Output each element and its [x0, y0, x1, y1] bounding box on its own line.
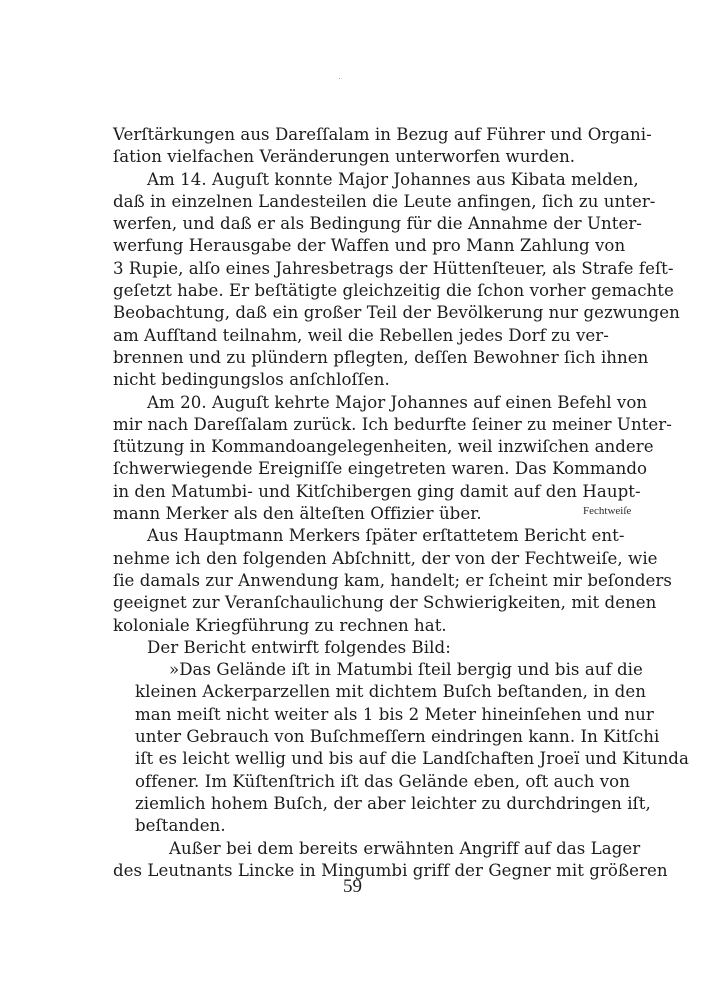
text-line: in den Matumbi- und Kitſchibergen ging damit auf den Haupt- [113, 481, 641, 501]
text-line: ſation vielfachen Veränderungen unterworfen wurden. [113, 147, 576, 167]
text-line: »Das Gelände iſt in Matumbi ſteil bergig und bis auf die [169, 660, 643, 680]
text-line: Beobachtung, daß ein großer Teil der Bevölkerung nur gezwungen [113, 303, 680, 323]
text-line: geeignet zur Veranſchaulichung der Schwierigkeiten, mit denen [113, 593, 657, 613]
text-line: nicht bedingungslos anſchloſſen. [113, 370, 390, 390]
text-line: iſt es leicht wellig und bis auf die Landſchaften Jroeï und Kitunda [135, 749, 689, 769]
text-line: werfen, und daß er als Bedingung für die Annahme der Unter- [113, 214, 642, 234]
text-line: Der Bericht entwirft folgendes Bild: [147, 637, 451, 657]
text-line: Verſtärkungen aus Dareſſalam in Bezug auf Führer und Organi- [113, 125, 652, 144]
text-line: brennen und zu plündern pflegten, deſſen Bewohner ſich ihnen [113, 347, 649, 367]
text-line: beſtanden. [135, 816, 226, 836]
text-line: werfung Herausgabe der Waffen und pro Mann Zahlung von [113, 236, 626, 256]
text-line: Außer bei dem bereits erwähnten Angriff auf das Lager [169, 838, 641, 858]
text-line: mann Merker als den älteſten Offizier über. [113, 504, 482, 524]
text-line: nehme ich den folgenden Abſchnitt, der von der Fechtweiſe, wie [113, 548, 658, 568]
text-line: Am 14. Auguſt konnte Major Johannes aus Kibata melden, [147, 169, 639, 189]
text-line: 3 Rupie, alſo eines Jahresbetrags der Hüttenſteuer, als Strafe feſt- [113, 258, 674, 278]
text-line: Aus Hauptmann Merkers ſpäter erſtattetem Bericht ent- [147, 526, 625, 546]
text-line: ſtützung in Kommandoangelegenheiten, weil inzwiſchen andere [113, 437, 654, 457]
text-line: am Aufſtand teilnahm, weil die Rebellen jedes Dorf zu ver- [113, 325, 609, 345]
text-line: Am 20. Auguſt kehrte Major Johannes auf einen Befehl von [147, 392, 648, 412]
text-line: ziemlich hohem Buſch, der aber leichter zu durchdringen iſt, [135, 793, 651, 813]
text-line: daß in einzelnen Landesteilen die Leute anfingen, ſich zu unter- [113, 191, 656, 211]
text-line: des Leutnants Lincke in Mingumbi griff der Gegner mit größeren [113, 860, 668, 880]
text-line: koloniale Kriegführung zu rechnen hat. [113, 615, 447, 635]
text-line: man meiſt nicht weiter als 1 bis 2 Meter hineinſehen und nur [135, 704, 654, 724]
text-line: offener. Im Küſtenſtrich iſt das Gelände eben, oft auch von [135, 771, 630, 791]
text-line: geſetzt habe. Er beſtätigte gleichzeitig die ſchon vorher gemachte [113, 281, 674, 301]
margin-note: Fechtweiſe [583, 505, 632, 517]
text-line: ſie damals zur Anwendung kam, handelt; er ſcheint mir beſonders [113, 570, 672, 590]
body-text [113, 124, 689, 882]
text-line: unter Gebrauch von Buſchmeſſern eindringen kann. In Kitſchi [135, 727, 660, 747]
text-line: kleinen Ackerparzellen mit dichtem Buſch beſtanden, in den [135, 682, 646, 702]
text-line: ſchwerwiegende Ereigniſſe eingetreten waren. Das Kommando [113, 459, 648, 479]
paper-speck [339, 78, 340, 79]
page-number: 59 [343, 876, 362, 897]
text-line: mir nach Dareſſalam zurück. Ich bedurfte ſeiner zu meiner Unter- [113, 414, 672, 434]
